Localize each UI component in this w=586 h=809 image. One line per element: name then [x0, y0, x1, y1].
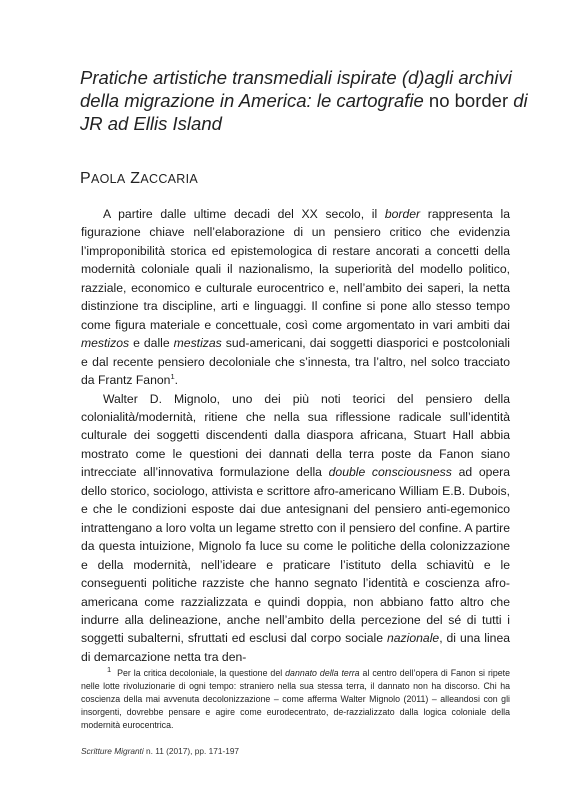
paragraph-2: Walter D. Mignolo, uno dei più noti teorici del pensiero della colonialità/modernità, ritiene che nella sua riflessione radicale sull’identità culturale dei soggetti discendenti dalla diaspora africana, Stuart Hall abbia mostrato come le questioni dei dannati della terra poste da Fanon siano intrecciate all’innovativa formulazione della double consciousness ad opera dello storico, sociologo, attivista e scrittore afro-americano William E.B. Dubois, e che le condizioni esposte dai due antesignani del pensiero anti-egemonico intrattengano a loro volta un legame stretto con il pensiero del confine. A partire da questa intuizione, Mignolo fa luce su come le politiche della colonizzazione e della modernità, nell’ideare e praticare l’istituto della schiavitù e le conseguenti politiche razziste che hanno segnato l’identità e coscienza afro-americana come razzializzata e quindi doppia, non abbiano fatto altro che indurre alla delineazione, anche nell’ambito della percezione del sé di tutti i soggetti subalterni, sfruttati ed esclusi dal corpo sociale nazionale, di una linea di demarcazione netta tra den-: [81, 391, 510, 664]
footnote: 1 Per la critica decoloniale, la questione del dannato della terra al centro dell’opera di Fanon si ripete nelle lotte rivoluzionarie di ogni tempo: straniero nella sua stessa terra, il dannato non ha discorso. Chi ha coscienza della mai avvenuta decolonizzazione – come afferma Walter Mignolo (2011) – alleandosi con gli insorgenti, dovrebbe pensare e agire come eurodecentrato, de-razzializzato dalla logica coloniale della modernità eurocentrica.: [81, 665, 510, 730]
author-last-rest: ACCARIA: [140, 172, 199, 186]
journal-name: Scritture Migranti: [81, 746, 144, 756]
title-main: Pratiche artistiche transmediali ispirate (d)agli archivi della migrazione in America: le cartografie: [80, 67, 512, 111]
author-name: [80, 170, 198, 188]
article-title: [80, 66, 540, 135]
title-end: di JR ad Ellis Island: [80, 90, 528, 134]
page-footer: [81, 746, 239, 756]
footnote-number: 1: [107, 665, 112, 675]
author-first-rest: AOLA: [90, 172, 126, 186]
journal-issue: n. 11 (2017), pp. 171-197: [143, 746, 240, 756]
footnote-ref[interactable]: 1: [170, 372, 175, 382]
author-first-initial: P: [80, 170, 91, 187]
title-no-border: no border: [428, 90, 509, 111]
paragraph-1: A partire dalle ultime decadi del XX secolo, il border rappresenta la figurazione chiave nell’elaborazione di un pensiero critico che evidenzia l’improponibilità storica ed epistemologica di restare ancorati a concetti della modernità coloniale quali il nazionalismo, la superiorità del modello politico, razziale, economico e culturale eurocentrico e, nell’ambito dei saperi, la netta distinzione tra discipline, arti e linguaggi. Il confine si pone allo stesso tempo come figura materiale e concettuale, così come argomentato in vari ambiti dai mestizos e dalle mestizas sud-americani, dai soggetti diasporici e postcoloniali e dal recente pensiero decoloniale che s’innesta, tra l’altro, nel solco tracciato da Frantz Fanon$^1$.: [81, 207, 511, 388]
author-last-initial: Z: [130, 170, 141, 187]
body-text: [81, 205, 510, 666]
